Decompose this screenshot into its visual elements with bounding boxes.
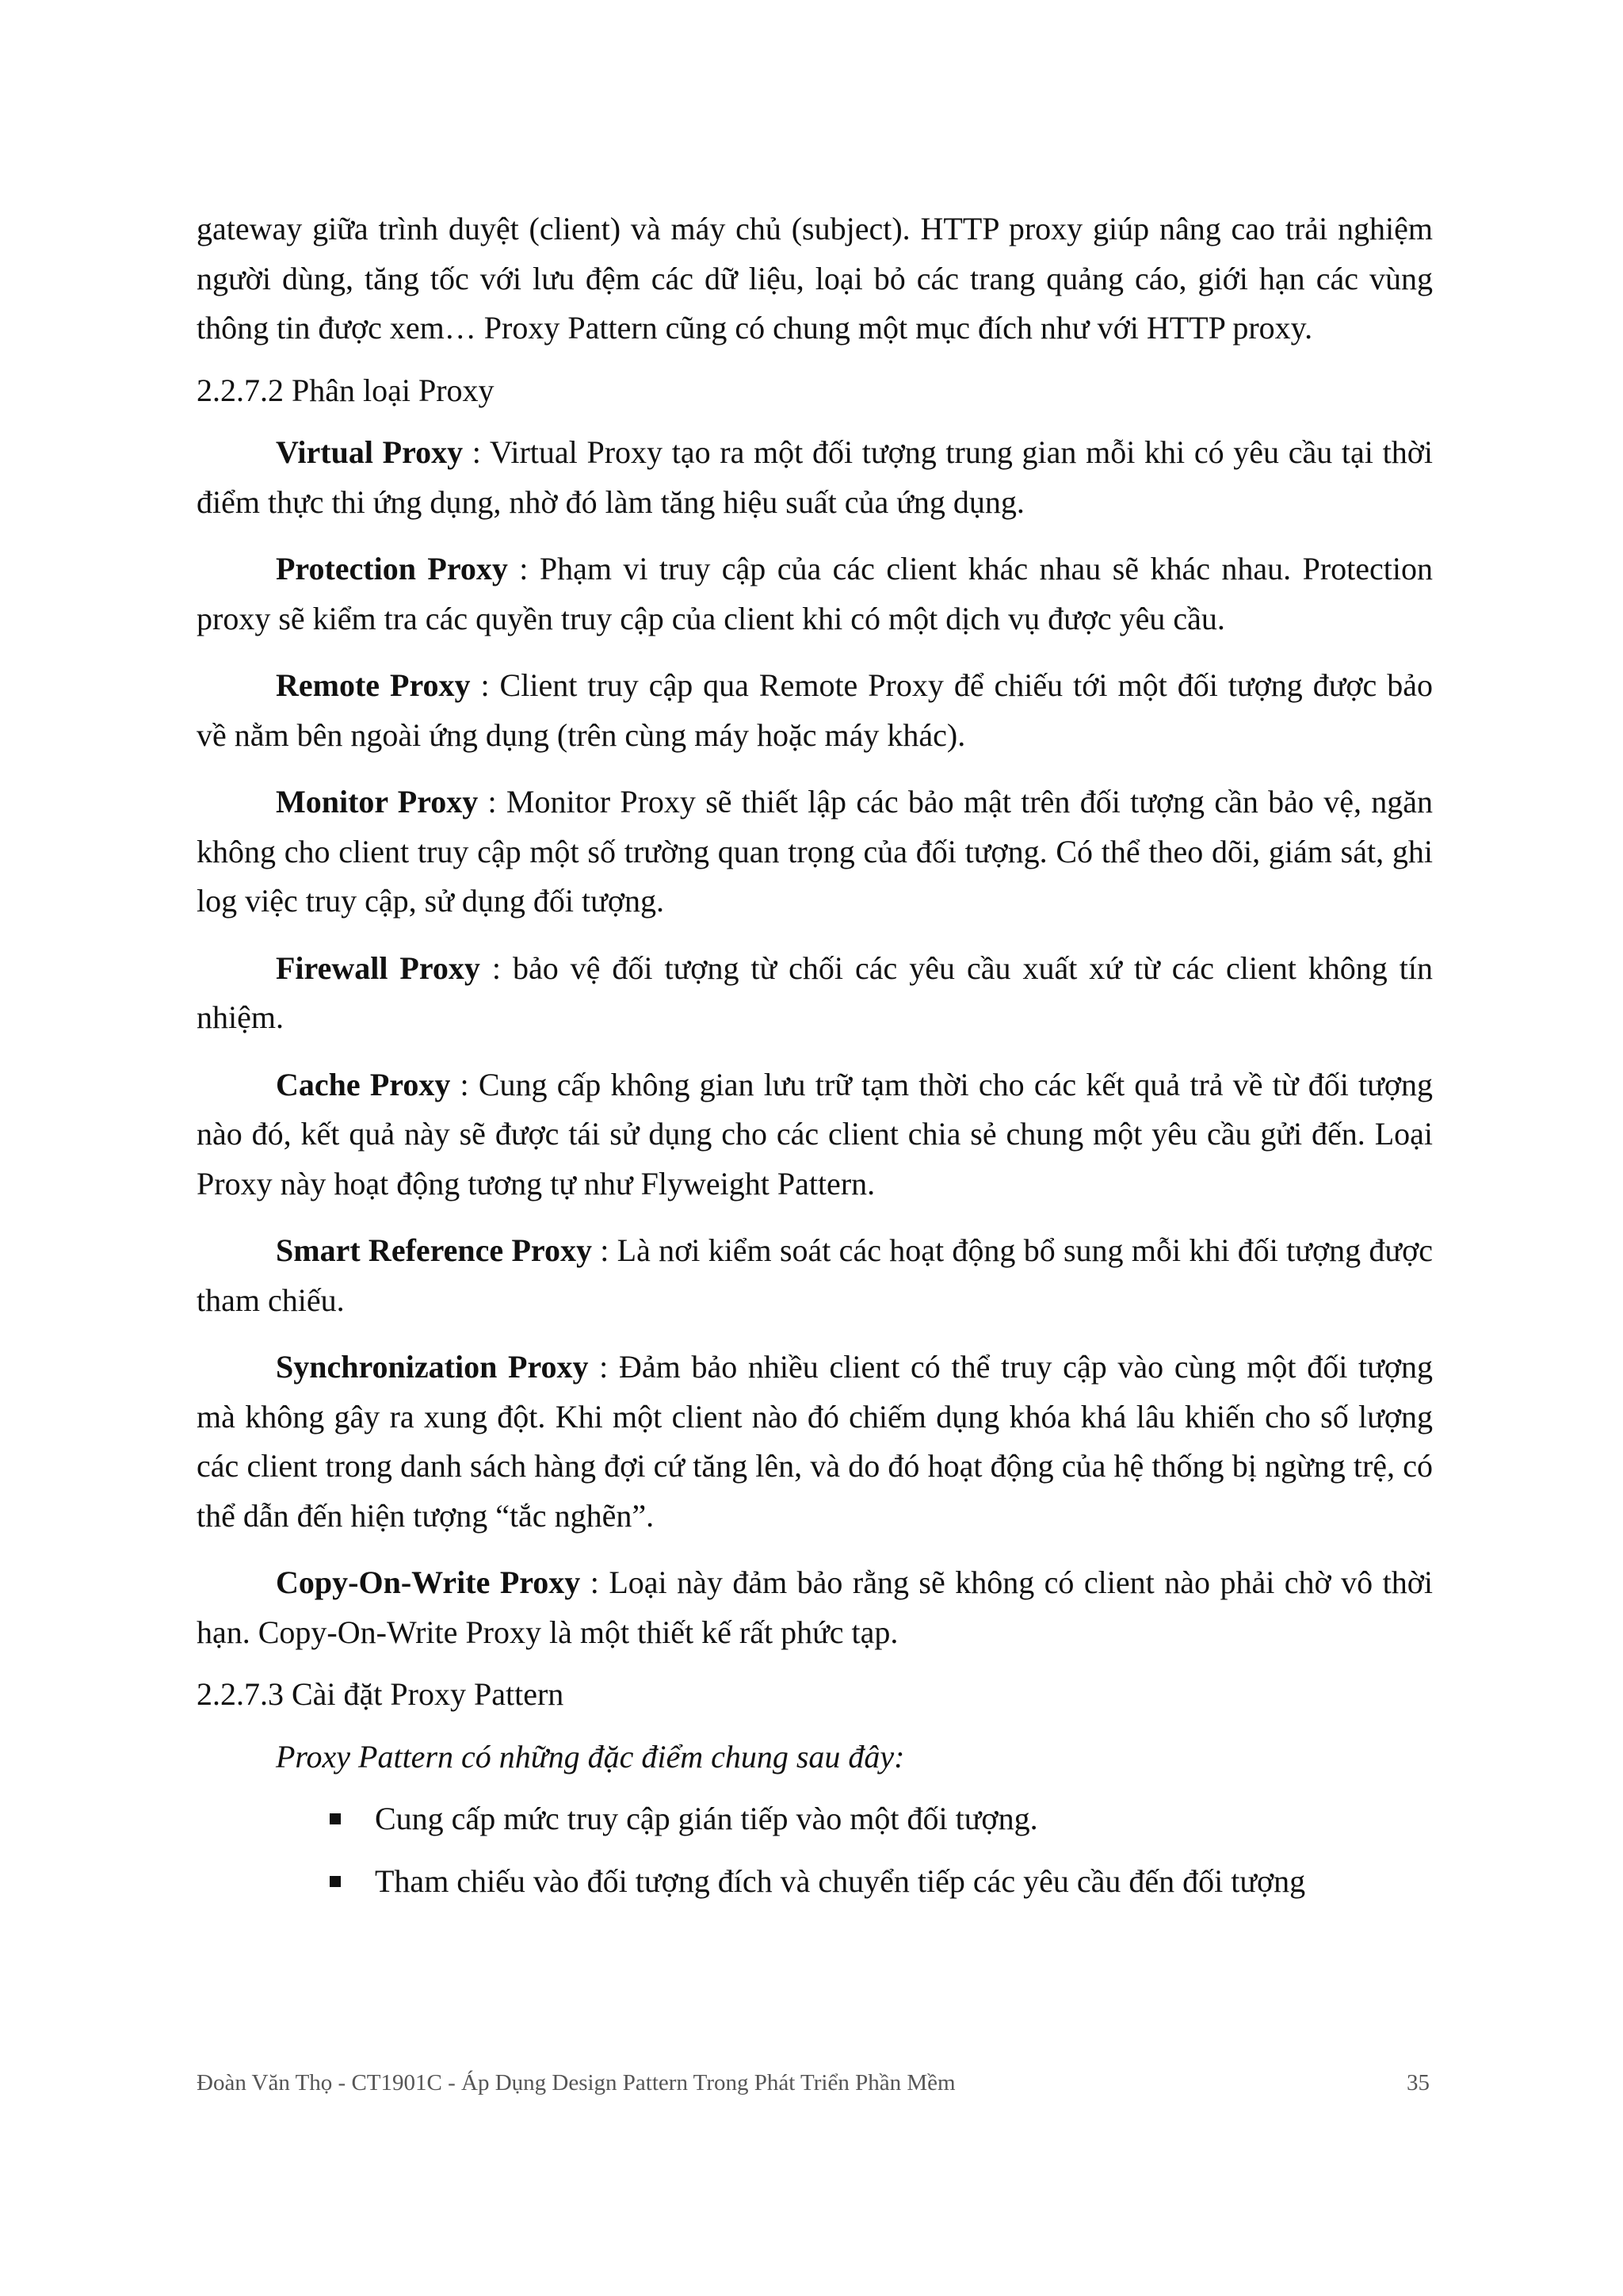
bullet-item [197,1794,1433,1844]
proxy-description: : Loại này đảm bảo rằng sẽ không có client nào phải chờ vô thời hạn. Copy-On-Write Proxy là một thiết kế rất phức tạp. [197,1564,1433,1650]
proxy-type-smart-reference [197,1226,1433,1325]
proxy-type-synchronization [197,1343,1433,1541]
proxy-type-remote [197,661,1433,760]
intro-paragraph: gateway giữa trình duyệt (client) và máy chủ (subject). HTTP proxy giúp nâng cao trải nghiệm người dùng, tăng tốc với lưu đệm các dữ liệu, loại bỏ các trang quảng cáo, giới hạn các vùng thông tin được xem… Proxy Pattern cũng có chung một mục đích như với HTTP proxy. [197,211,1433,346]
bullet-text: Tham chiếu vào đối tượng đích và chuyển tiếp các yêu cầu đến đối tượng [375,1862,1306,1899]
page-footer [0,2065,1623,2105]
proxy-description: : Client truy cập qua Remote Proxy để chiếu tới một đối tượng được bảo về nằm bên ngoài ứng dụng (trên cùng máy hoặc máy khác). [197,667,1434,753]
proxy-type-monitor [197,777,1433,926]
proxy-term: Synchronization Proxy [276,1349,589,1385]
proxy-description: : bảo vệ đối tượng từ chối các yêu cầu xuất xứ từ các client không tín nhiệm. [197,949,1433,1035]
proxy-description: : Virtual Proxy tạo ra một đối tượng trung gian mỗi khi có yêu cầu tại thời điểm thực thi ứng dụng, nhờ đó làm tăng hiệu suất của ứng dụng. [197,434,1433,520]
proxy-description: : Cung cấp không gian lưu trữ tạm thời cho các kết quả trả về từ đối tượng nào đó, kết quả này sẽ được tái sử dụng cho các client chia sẻ chung một yêu cầu gửi đến. Loại Proxy này hoạt động tương tự như Flyweight Pattern. [197,1066,1433,1201]
proxy-description: : Monitor Proxy sẽ thiết lập các bảo mật trên đối tượng cần bảo vệ, ngăn không cho client truy cập một số trường quan trọng của đối tượng. Có thể theo dõi, giám sát, ghi log việc truy cập, sử dụng đối tượng. [197,784,1433,919]
section-heading-implementation: 2.2.7.3 Cài đặt Proxy Pattern [197,1676,564,1712]
proxy-term: Cache Proxy [276,1066,451,1102]
square-bullet-icon [330,1876,341,1887]
proxy-type-cache [197,1060,1433,1209]
proxy-term: Virtual Proxy [276,434,464,470]
bullet-item [197,1857,1433,1907]
document-body [197,204,1433,1906]
proxy-term: Monitor Proxy [276,784,479,819]
proxy-term: Firewall Proxy [276,949,480,986]
footer-text: Đoàn Văn Thọ - CT1901C - Áp Dụng Design Pattern Trong Phát Triển Phần Mềm [197,2070,956,2095]
proxy-type-virtual [197,428,1433,527]
proxy-type-firewall [197,944,1433,1043]
proxy-description: : Đảm bảo nhiều client có thể truy cập vào cùng một đối tượng mà không gây ra xung đột. Khi một client nào đó chiếm dụng khóa khá lâu khiến cho số lượng các client trong danh sách hàng đợi cứ tăng lên, và do đó hoạt động của hệ thống bị ngừng trệ, có thể dẫn đến hiện tượng “tắc nghẽn”. [197,1349,1433,1534]
proxy-term: Copy-On-Write Proxy [276,1564,581,1600]
square-bullet-icon [330,1813,341,1824]
proxy-description: : Phạm vi truy cập của các client khác nhau sẽ khác nhau. Protection proxy sẽ kiểm tra các quyền truy cập của client khi có một dịch vụ được yêu cầu. [197,551,1434,636]
page-number: 35 [1407,2070,1430,2095]
bullet-text: Cung cấp mức truy cập gián tiếp vào một đối tượng. [375,1801,1038,1836]
proxy-description: : Là nơi kiểm soát các hoạt động bổ sung mỗi khi đối tượng được tham chiếu. [197,1232,1433,1318]
proxy-term: Remote Proxy [276,667,471,703]
implementation-intro: Proxy Pattern có những đặc điểm chung sau đây: [276,1738,905,1775]
section-heading-proxy-types: 2.2.7.2 Phân loại Proxy [197,372,495,408]
proxy-term: Protection Proxy [276,551,508,586]
proxy-type-protection [197,544,1433,644]
proxy-type-copy-on-write [197,1558,1433,1657]
proxy-term: Smart Reference Proxy [276,1232,592,1268]
